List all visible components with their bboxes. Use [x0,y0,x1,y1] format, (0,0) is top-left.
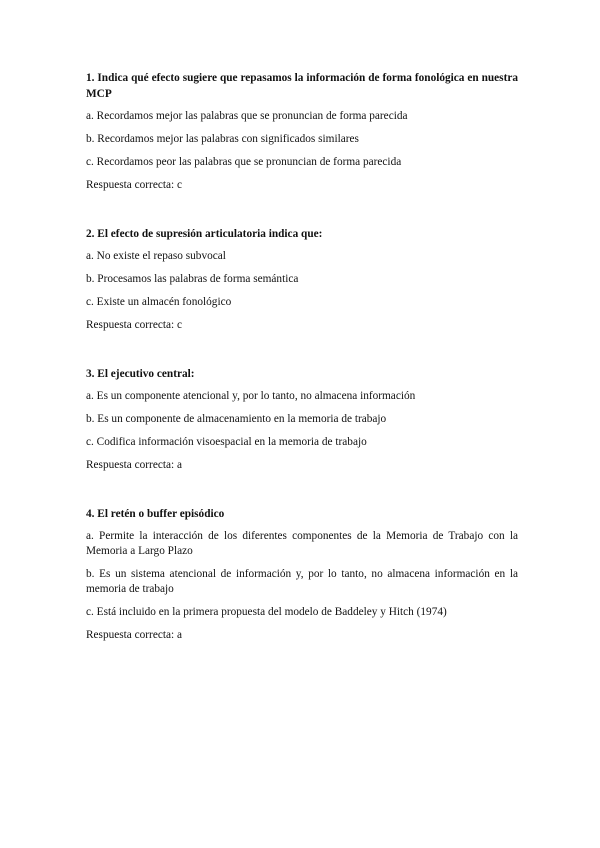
option-c: c. Codifica información visoespacial en la memoria de trabajo [86,436,367,448]
option-c: c. Está incluido en la primera propuesta del modelo de Baddeley y Hitch (1974) [86,606,447,618]
correct-answer: Respuesta correcta: a [86,629,182,641]
option-c: c. Recordamos peor las palabras que se pronuncian de forma parecida [86,156,402,168]
question-title: 2. El efecto de supresión articulatoria indica que: [86,228,323,240]
option-b: b. Es un componente de almacenamiento en la memoria de trabajo [86,413,387,425]
option-a: a. Recordamos mejor las palabras que se pronuncian de forma parecida [86,110,408,122]
question-title: 4. El retén o buffer episódico [86,508,225,520]
document-page [86,70,518,676]
question-title: 1. Indica qué efecto sugiere que repasamos la información de forma fonológica en nuestra MCP [86,72,518,100]
correct-answer: Respuesta correcta: c [86,319,182,331]
option-b: b. Es un sistema atencional de información y, por lo tanto, no almacena información en la memoria de trabajo [86,568,518,595]
question-3 [86,366,518,473]
question-4 [86,506,518,643]
option-a: a. Permite la interacción de los diferentes componentes de la Memoria de Trabajo con la Memoria a Largo Plazo [86,530,518,557]
correct-answer: Respuesta correcta: c [86,179,182,191]
correct-answer: Respuesta correcta: a [86,459,182,471]
option-c: c. Existe un almacén fonológico [86,296,232,308]
question-2 [86,226,518,333]
option-a: a. No existe el repaso subvocal [86,250,226,262]
option-b: b. Procesamos las palabras de forma semántica [86,273,299,285]
option-a: a. Es un componente atencional y, por lo tanto, no almacena información [86,390,416,402]
question-1 [86,70,518,193]
question-title: 3. El ejecutivo central: [86,368,195,380]
option-b: b. Recordamos mejor las palabras con significados similares [86,133,359,145]
